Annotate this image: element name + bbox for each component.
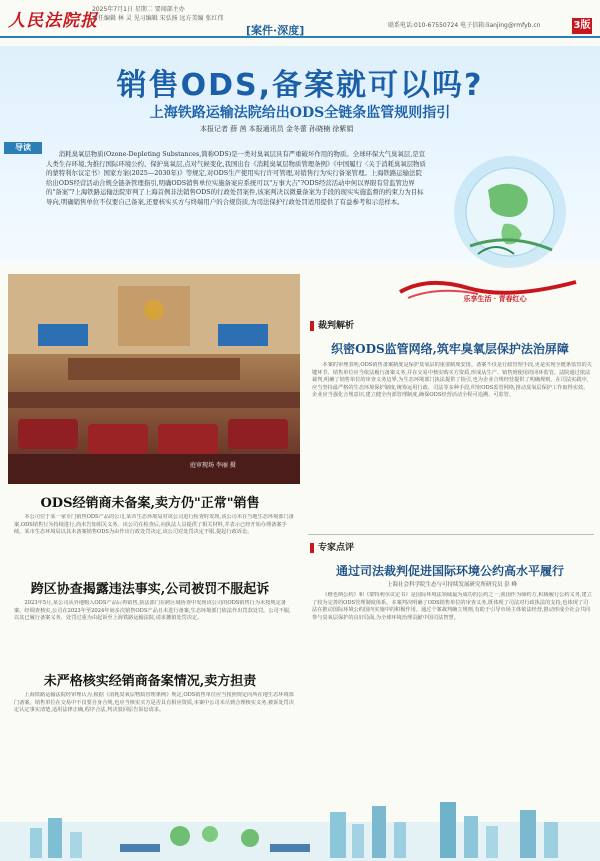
expert-title: 通过司法裁判促进国际环境公约高水平履行 [335, 564, 564, 578]
masthead: 人民法院报 [8, 11, 98, 31]
story2-text: 2023年5月,某公司从外地购入ODS产品后再销售,执法部门在跨区域协查中发现该公司的ODS销售行为未按规定备案。经调查核实,公司在2023年至2024年间多次销售ODS产品且未进行备案,生态环境部门依法作出罚款处罚。公司不服,以其已履行备案义务、处罚过重为由起诉至上海铁路运输法院,请求撤销处罚决定。 [14, 600, 291, 622]
city-skyline-illustration [0, 782, 600, 861]
analysis-text: 本案的审理表明,ODS销售备案制度是保护臭氧层的重要制度安排。备案不仅是行政管理手段,更是实现全链条监管的关键环节。销售单位应当依法履行备案义务,并在交易中核实购买方资质,形成从生产、销售到使用的闭环监管。法院通过依法裁判,明确了销售单位的审查义务边界,为生态环境部门执法提供了指引,也为企业合规经营提供了明确规则。在司法实践中,应当坚持最严格的生态环境保护制度,统筹运用行政、司法等多种手段,织密ODS监管网络,推动臭氧层保护工作取得实效。企业应当强化合规意识,建立健全内部管理制度,确保ODS经营活动全程可追溯、可监管。 [312, 362, 592, 399]
story1-title: ODS经销商未备案,卖方仍"正常"销售 [40, 496, 260, 511]
byline: 本报记者 薛 茜 本报通讯员 金冬蕾 孙晓楠 徐紫娟 [200, 125, 354, 133]
expert-tag-label: 专家点评 [318, 543, 355, 553]
divider [308, 534, 594, 535]
photo-caption: 庭审现场 李丽 摄 [190, 462, 236, 469]
main-headline: 销售ODS,备案就可以吗? [116, 68, 484, 103]
analysis-tag [310, 318, 354, 331]
ribbon-text: 乐享生活 · 青春红心 [463, 294, 527, 303]
courtroom-photo [8, 274, 300, 484]
analysis-tag-label: 裁判解析 [318, 321, 355, 331]
subheadline: 上海铁路运输法院给出ODS全链条监管规则指引 [149, 105, 451, 121]
expert-author: 上海社会科学院生态与可持续发展研究所研究员 彭 峰 [387, 582, 517, 588]
lead-paragraph: 消耗臭氧层物质(Ozone-Depleting Substances,简称ODS)是一类对臭氧层具有严重破坏作用的物质。全球环保大气臭氧层,是宣人类生存环境,为推行国际环境公约、保护臭氧层,点对气候变化,我国出台《消耗臭氧层物质管理条例》《中国履行〈关于消耗臭氧层物质的蒙特利尔议定书〉国家方案(2025—2030年)》等规定,对ODS生产使用实行许可管理,对销售行为实行备案管理。上海铁路运输法院给出ODS经营活动合规全链条管理指引,明确ODS销售单位实施备案应系统可以"万事大吉"?ODS经营活动中何以界限有常监管边界的"备案"?上海铁路运输法院审判了上海首例非法销售ODS的行政处罚案件,该案判决以微量备案为手段的现实实施监督的约束力为目标导向,明确销售单位不仅要自己备案,还要核实买方与终端用户的合规资质,为司法保护行政处罚适用提供了有益参考和示范样本。 [46, 150, 426, 206]
globe-illustration [440, 150, 580, 280]
contact-line: 联系电话:010-67550724 电子信箱:lianjing@rmfyb.cn [388, 22, 541, 29]
story1-text: 本公司位于某一家专门销售ODS产品的公司,某市生态环境局对该公司进行检查时发现,该公司未在当地生态环境部门备案,ODS销售行为持续进行,尚未告知相关义务。该公司在检查后,向执法人员提供了相关材料,并表示已经开始办理备案手续。某市生态环境局以其未备案销售ODS为由作出行政处罚决定,该公司对处罚决定不服,提起行政诉讼。 [14, 514, 294, 536]
story3-text: 上海铁路运输法院经审理认为,根据《消耗臭氧层物质管理条例》规定,ODS销售单位应当按照规定向所在地生态环境部门备案。销售单位在交易中不仅要自身合规,也应当核实买方是否具有相应资质,本案中公司未尽到合理核实义务,被诉处罚决定认定事实清楚,适用法律正确,程序合法,判决驳回原告诉讼请求。 [14, 692, 294, 714]
lead-label: 导读 [4, 142, 42, 154]
story3-title: 未严格核实经销商备案情况,卖方担责 [43, 674, 257, 689]
date-line: 2025年7月1日 星期二 要闻部主办 [92, 6, 185, 13]
story2-title: 跨区协查揭露违法事实,公司被罚不服起诉 [30, 582, 270, 597]
expert-tag [310, 540, 354, 553]
expert-text: 《维也纳公约》和《蒙特利尔议定书》是国际环境法领域最为成功的公约之一,我国作为缔约方,积极履行公约义务,建立了较为完善的ODS管理制度体系。本案判决明确了ODS销售单位的审查义务,既体现了司法对行政执法的支持,也体现了司法在推动国际环境公约国内实施中的积极作用。通过个案裁判确立规则,有助于引导市场主体依法经营,推动形成全社会共同参与臭氧层保护的良好局面,为全球环境治理贡献中国司法智慧。 [312, 592, 592, 621]
page-number: 3版 [572, 18, 592, 34]
section-tag: [案件·深度] [246, 24, 305, 37]
analysis-title: 织密ODS监管网络,筑牢臭氧层保护法治屏障 [331, 342, 569, 356]
editor-line: 责任编辑 林 灵 见习编辑 宋弘扬 远方美编 张红伟 [92, 15, 224, 22]
